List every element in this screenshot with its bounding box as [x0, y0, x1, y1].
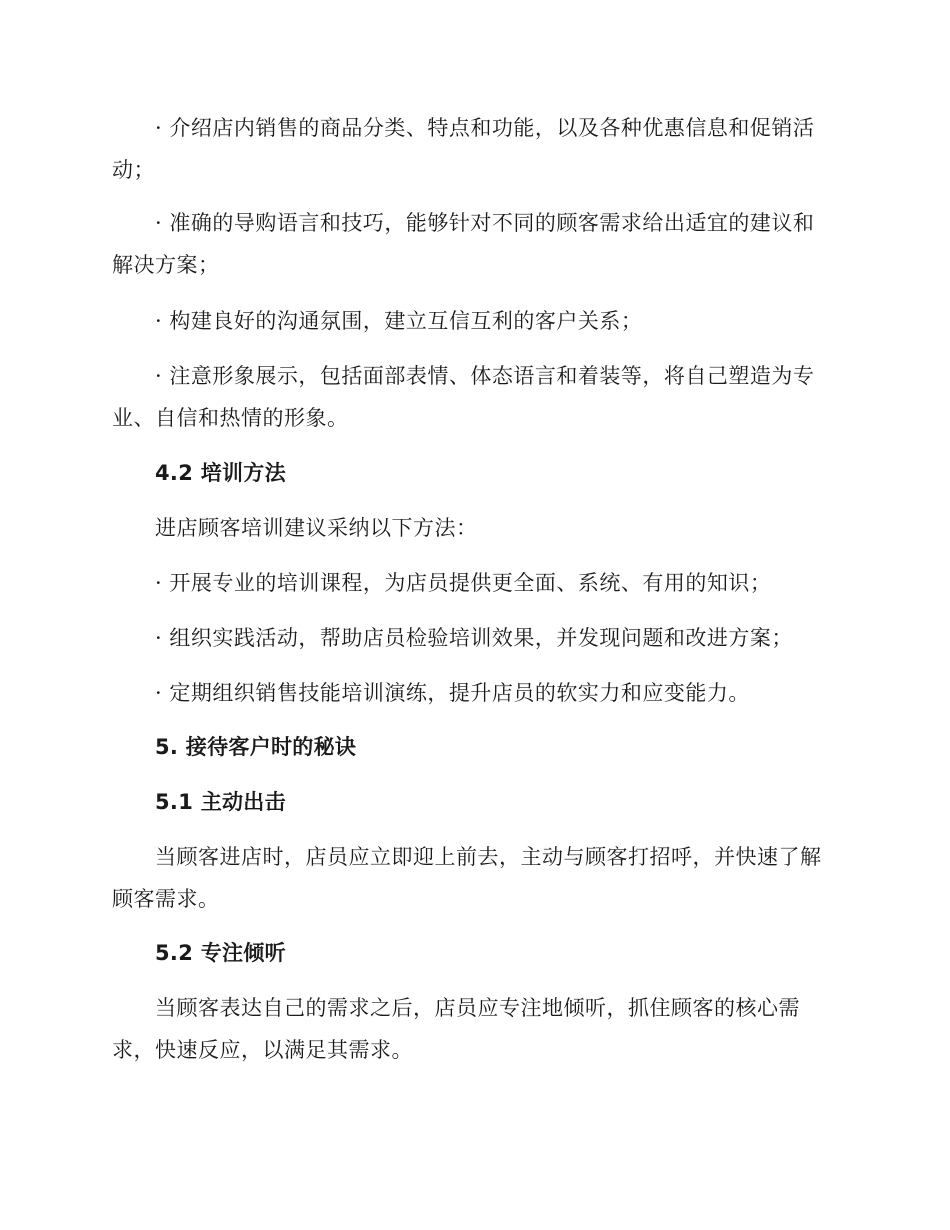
section-heading: 4.2 培训方法 [155, 461, 286, 485]
bullet-paragraph: · 构建良好的沟通氛围，建立互信互利的客户关系； [155, 309, 643, 333]
bullet-paragraph: · 开展专业的培训课程，为店员提供更全面、系统、有用的知识； [155, 571, 772, 595]
subsection-heading: 5.1 主动出击 [155, 790, 286, 814]
body-paragraph: 当顾客表达自己的需求之后，店员应专注地倾听，抓住顾客的核心需求，快速反应，以满足其需求。 [112, 996, 800, 1062]
bullet-paragraph: · 注意形象展示，包括面部表情、体态语言和着装等，将自己塑造为专业、自信和热情的形象。 [112, 364, 815, 430]
bullet-paragraph: · 介绍店内销售的商品分类、特点和功能，以及各种优惠信息和促销活动； [112, 116, 815, 182]
intro-paragraph: 进店顾客培训建议采纳以下方法： [155, 516, 478, 540]
bullet-paragraph: · 准确的导购语言和技巧，能够针对不同的顾客需求给出适宜的建议和解决方案； [112, 211, 815, 277]
body-paragraph: 当顾客进店时，店员应立即迎上前去，主动与顾客打招呼，并快速了解顾客需求。 [112, 845, 822, 911]
section-heading: 5. 接待客户时的秘诀 [155, 735, 357, 759]
bullet-paragraph: · 组织实践活动，帮助店员检验培训效果，并发现问题和改进方案； [155, 626, 793, 650]
subsection-heading: 5.2 专注倾听 [155, 941, 286, 965]
bullet-paragraph: · 定期组织销售技能培训演练，提升店员的软实力和应变能力。 [155, 681, 750, 705]
